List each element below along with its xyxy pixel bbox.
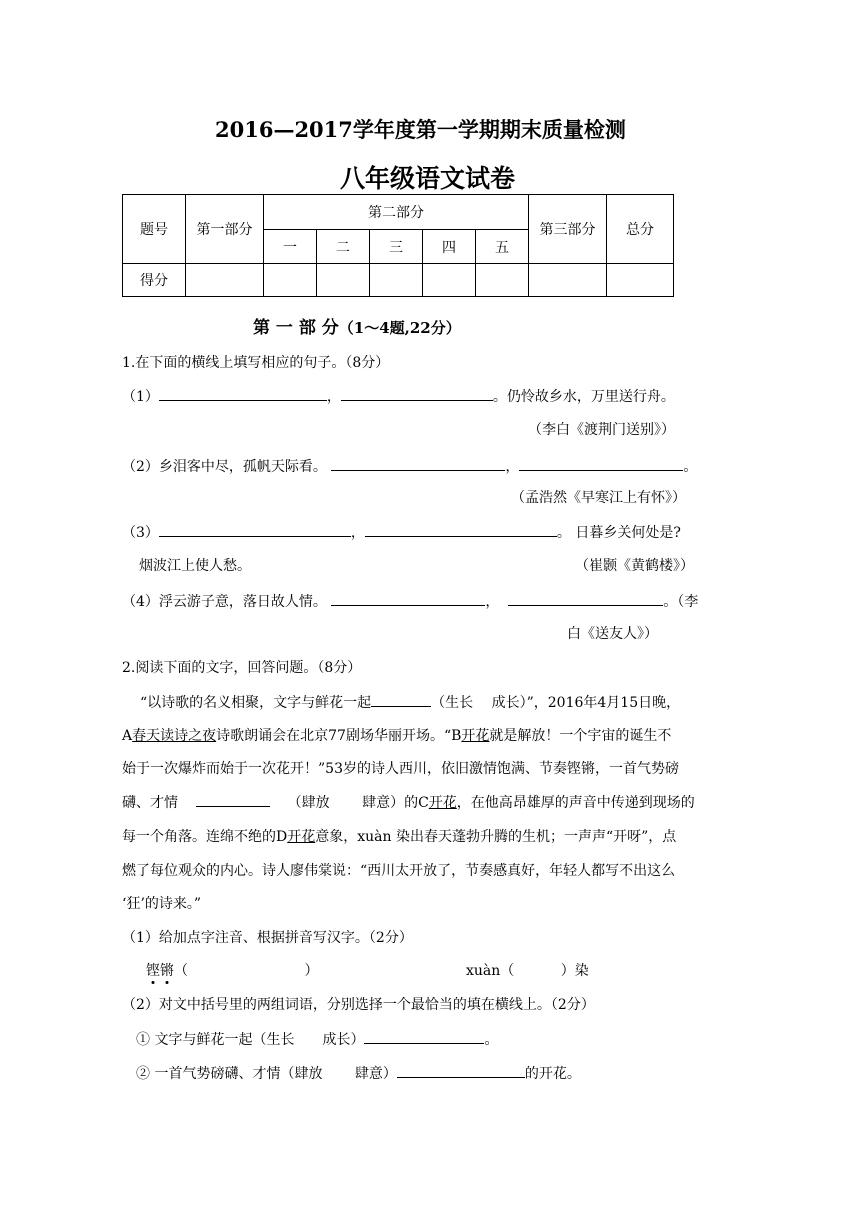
header-cell-number: 题号 xyxy=(123,195,186,264)
score-cell-2-4[interactable] xyxy=(423,264,476,297)
score-cell-2-2[interactable] xyxy=(317,264,370,297)
q1-item2-source: （孟浩然《早寒江上有怀》） xyxy=(511,490,686,506)
passage-text: （生长 成长）”，2016年4月15日晚， xyxy=(431,695,681,711)
q1-item4-blank2[interactable] xyxy=(508,591,663,606)
score-cell-part3[interactable] xyxy=(529,264,607,297)
q1-item3: （3） ， 。 日暮乡关何处是? xyxy=(122,522,681,542)
sub2-item1-end: 。 xyxy=(484,1032,499,1048)
passage-line-3: 始于一次爆炸而始于一次花开！”53岁的诗人西川，依旧激情饱满、节奏铿锵，一首气势磅 xyxy=(122,761,679,777)
pinyin-blank[interactable]: （ ） xyxy=(174,963,319,979)
q2-sub2-item2 xyxy=(136,1063,581,1083)
passage-line-1 xyxy=(140,692,680,712)
passage-line-2 xyxy=(122,725,671,745)
score-cell-2-3[interactable] xyxy=(370,264,423,297)
q2-sub1-xuan[interactable]: xuàn（ ）染 xyxy=(466,963,589,979)
score-cell-2-1[interactable] xyxy=(264,264,317,297)
passage-underlined: 开花 xyxy=(287,829,316,845)
passage-text: （肆放 肆意）的C xyxy=(287,795,429,811)
sub2-item1-blank[interactable] xyxy=(364,1029,484,1044)
header-cell-total: 总分 xyxy=(607,195,674,264)
sub2-item2-end: 的开花。 xyxy=(524,1066,581,1082)
q1-item1-tail: 。仍怜故乡水，万里送行舟。 xyxy=(492,389,675,405)
passage-text: 诗歌朗诵会在北京77剧场华丽开场。“B xyxy=(216,728,462,744)
q2-sub2-item1 xyxy=(136,1029,498,1049)
q2-sub1-answer xyxy=(146,960,318,980)
passage-underlined: 开花 xyxy=(428,795,457,811)
dotted-char: 锵 xyxy=(160,963,174,979)
sub-cell-2: 二 xyxy=(317,230,370,264)
q2-sub1: （1）给加点字注音、根据拼音写汉字。（2分） xyxy=(122,930,413,946)
score-cell-part1[interactable] xyxy=(186,264,264,297)
sub2-item2-text: ② 一首气势磅礴、才情（肆放 肆意） xyxy=(136,1066,397,1082)
header-cell-part1: 第一部分 xyxy=(186,195,264,264)
q1-item4-head: （4）浮云游子意，落日故人情。 xyxy=(122,594,327,610)
q1-item4: （4）浮云游子意，落日故人情。 ， 。（李 xyxy=(122,591,698,611)
section1-title: 第 一 部 分 xyxy=(253,318,339,338)
score-cell-2-5[interactable] xyxy=(476,264,529,297)
passage-text: ，在他高昂雄厚的声音中传递到现场的 xyxy=(456,795,695,811)
score-table xyxy=(122,194,674,297)
q1-item1-blank1[interactable] xyxy=(159,386,327,401)
q1-item1: （1） ， 。仍怜故乡水，万里送行舟。 xyxy=(122,386,675,406)
sub-cell-5: 五 xyxy=(476,230,529,264)
passage-text: A xyxy=(122,728,133,744)
header-cell-part2: 第二部分 xyxy=(264,195,529,230)
passage-line-4 xyxy=(122,792,695,812)
exam-subtitle: 八年级语文试卷 xyxy=(340,164,516,193)
q2-stem: 2.阅读下面的文字，回答问题。（8分） xyxy=(122,660,362,676)
passage-text: 每一个角落。连绵不绝的D xyxy=(122,829,288,845)
sub2-item2-blank[interactable] xyxy=(397,1063,525,1078)
header-cell-part3: 第三部分 xyxy=(529,195,607,264)
passage-underlined: 开花 xyxy=(461,728,490,744)
passage-underlined: 春天读诗之夜 xyxy=(132,728,217,744)
passage-text: “以诗歌的名义相聚，文字与鲜花一起 xyxy=(140,695,372,711)
q2-sub2: （2）对文中括号里的两组词语，分别选择一个最恰当的填在横线上。（2分） xyxy=(122,997,595,1013)
q1-item3-blank2[interactable] xyxy=(365,522,557,537)
q1-item4-blank1[interactable] xyxy=(331,591,485,606)
q1-item1-source: （李白《渡荆门送别》） xyxy=(528,422,675,438)
passage-line-5 xyxy=(122,826,676,846)
passage-line-6: 燃了每位观众的内心。诗人廖伟棠说：“西川太开放了，节奏感真好，年轻人都写不出这么 xyxy=(122,863,676,879)
q1-stem: 1.在下面的横线上填写相应的句子。（8分） xyxy=(122,355,390,371)
q1-item1-blank2[interactable] xyxy=(341,386,493,401)
q1-item2-head: （2）乡泪客中尽，孤帆天际看。 xyxy=(122,459,327,475)
q1-item3-tail: 。 日暮乡关何处是? xyxy=(556,525,681,541)
passage-text: 意象，xuàn 染出春天蓬勃升腾的生机；一声声“开呀”，点 xyxy=(315,829,677,845)
q1-item3-num: （3） xyxy=(122,525,159,541)
sub2-item1-text: ① 文字与鲜花一起（生长 成长） xyxy=(136,1032,365,1048)
passage-text: 就是解放！一个宇宙的诞生不 xyxy=(489,728,672,744)
q1-item1-num: （1） xyxy=(122,389,159,405)
score-cell-total[interactable] xyxy=(607,264,674,297)
score-label-cell: 得分 xyxy=(123,264,186,297)
q1-item2-blank1[interactable] xyxy=(331,456,505,471)
q1-item3-line2: 烟波江上使人愁。 xyxy=(139,558,251,574)
passage-line-7: ‘狂’的诗来。” xyxy=(122,896,202,912)
sub-cell-4: 四 xyxy=(423,230,476,264)
q1-item4-source: 白《送友人》） xyxy=(567,626,658,642)
section1-heading xyxy=(253,313,461,338)
sub-cell-3: 三 xyxy=(370,230,423,264)
dotted-char: 铿 xyxy=(146,963,160,979)
q1-item4-tail: 。（李 xyxy=(663,594,699,610)
q1-item2-blank2[interactable] xyxy=(519,456,683,471)
exam-title: 2016—2017学年度第一学期期末质量检测 xyxy=(215,117,626,142)
section1-range: （1～4题,22分） xyxy=(338,319,461,337)
passage-blank-2[interactable] xyxy=(196,792,270,807)
sub-cell-1: 一 xyxy=(264,230,317,264)
q1-item2: （2）乡泪客中尽，孤帆天际看。 ， 。 xyxy=(122,456,697,476)
q1-item3-blank1[interactable] xyxy=(159,522,351,537)
passage-blank-1[interactable] xyxy=(371,692,431,707)
q1-item3-source: （崔颢《黄鹤楼》） xyxy=(575,558,694,574)
passage-text: 礴、才情 xyxy=(122,795,178,811)
